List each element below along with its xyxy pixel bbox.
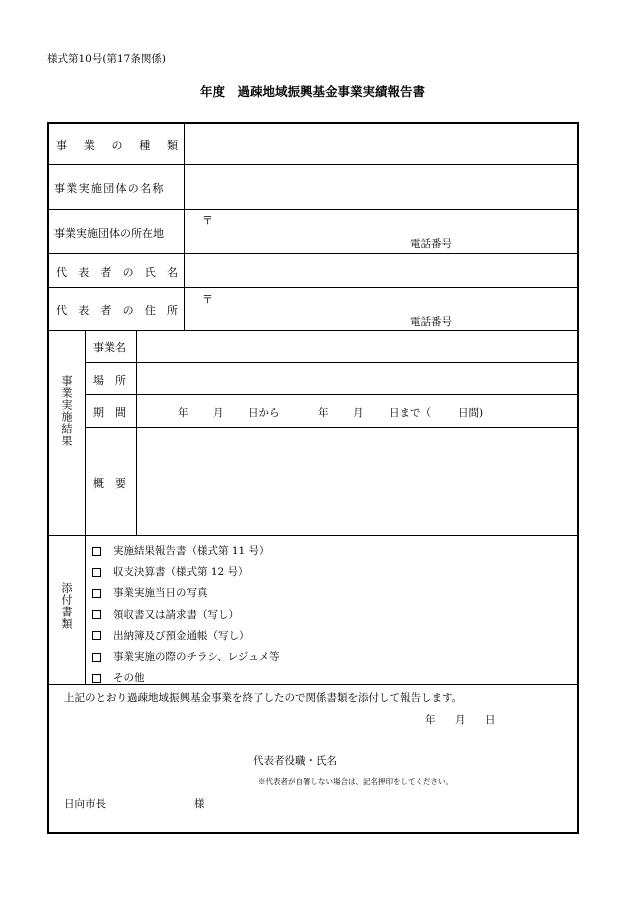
checkbox[interactable] — [92, 674, 101, 683]
label-char: 表 — [78, 304, 90, 317]
page-title: 年度 過疎地域振興基金事業実績報告書 — [200, 84, 426, 99]
row-divider — [85, 394, 578, 395]
checkbox[interactable] — [92, 631, 101, 640]
form-number: 様式第10号(第17条関係) — [47, 53, 166, 65]
period-nen-2: 年 — [318, 407, 329, 419]
label-char: 者 — [100, 266, 112, 279]
date-tsuki: 月 — [455, 714, 466, 726]
signature-note: ※代表者が自署しない場合は、記名押印をしてください。 — [258, 777, 453, 786]
label-char: 所 — [166, 304, 178, 317]
date-hi: 日 — [485, 714, 496, 726]
attachment-item — [92, 583, 280, 604]
addressee: 日向市長 — [64, 798, 106, 810]
section-divider — [85, 330, 86, 684]
checkbox[interactable] — [92, 610, 101, 619]
attachment-item — [92, 668, 280, 689]
row-divider — [85, 362, 578, 363]
attachment-item — [92, 562, 280, 583]
label-char: 代 — [56, 266, 67, 279]
attachment-label: 事業実施当日の写真 — [113, 587, 208, 600]
attachment-label: 領収書又は請求書（写し） — [113, 608, 239, 621]
row-divider — [48, 164, 578, 165]
attachment-list — [92, 541, 280, 689]
label-char: 類 — [167, 139, 178, 152]
label-char: 業 — [83, 139, 95, 152]
postal-mark: 〒 — [202, 293, 213, 306]
checkbox[interactable] — [92, 589, 101, 598]
label-jigyo-mei: 事業名 — [93, 341, 126, 354]
row-divider — [48, 287, 578, 288]
label-attachments: 添付書類 — [60, 582, 73, 630]
row-divider — [48, 330, 578, 331]
label-jigyo-shurui — [56, 137, 178, 153]
label-char: 表 — [78, 266, 90, 279]
checkbox[interactable] — [92, 568, 101, 577]
period-hi-2: 日まで（ — [389, 407, 431, 419]
checkbox[interactable] — [92, 547, 101, 556]
phone-label: 電話番号 — [410, 316, 452, 328]
attachment-item — [92, 626, 280, 647]
period-tsuki-2: 月 — [353, 407, 364, 419]
period-days: 日間) — [458, 407, 484, 419]
label-gaiyo: 概 要 — [93, 477, 126, 490]
attachment-label: 収支決算書（様式第 12 号） — [113, 566, 249, 579]
label-char: 代 — [56, 304, 67, 317]
label-basho: 場 所 — [93, 374, 126, 387]
attachment-label: その他 — [113, 672, 145, 685]
attachment-item — [92, 647, 280, 668]
postal-mark: 〒 — [202, 214, 213, 227]
label-char: 名 — [166, 266, 178, 279]
attachment-label: 実施結果報告書（様式第 11 号） — [113, 545, 270, 557]
label-char: の — [111, 139, 123, 152]
label-char: 種 — [139, 139, 151, 152]
attachment-label: 出納簿及び預金通帳（写し） — [113, 629, 250, 642]
closing-statement: 上記のとおり過疎地域振興基金事業を終了したので関係書類を添付して報告します。 — [64, 692, 463, 704]
honorific: 様 — [194, 798, 205, 810]
attachment-item — [92, 605, 280, 626]
period-tsuki-1: 月 — [213, 407, 224, 419]
row-divider — [48, 253, 578, 254]
label-daihyo-name — [56, 264, 178, 280]
label-dantai-address: 事業実施団体の所在地 — [54, 227, 164, 240]
row-divider — [48, 535, 578, 536]
representative-label: 代表者役職・氏名 — [253, 755, 337, 767]
column-divider — [136, 330, 137, 535]
phone-label: 電話番号 — [410, 238, 452, 250]
date-nen: 年 — [425, 714, 436, 726]
label-char: 住 — [144, 304, 156, 317]
row-divider — [48, 209, 578, 210]
label-char: 者 — [100, 304, 112, 317]
label-dantai-name: 事業実施団体の名称 — [54, 182, 165, 195]
label-char: 氏 — [144, 266, 156, 279]
period-hi-1: 日から — [248, 407, 280, 419]
label-char: の — [122, 304, 134, 317]
row-divider — [85, 427, 578, 428]
label-kikan: 期 間 — [93, 406, 126, 419]
column-divider — [184, 123, 185, 330]
attachment-label: 事業実施の際のチラシ、レジュメ等 — [113, 651, 280, 664]
label-char: 事 — [56, 139, 67, 152]
checkbox[interactable] — [92, 653, 101, 662]
label-result-section: 事業実施結果 — [60, 375, 73, 447]
label-daihyo-address — [56, 302, 178, 318]
attachment-item — [92, 541, 280, 562]
period-nen-1: 年 — [178, 407, 189, 419]
label-char: の — [122, 266, 134, 279]
